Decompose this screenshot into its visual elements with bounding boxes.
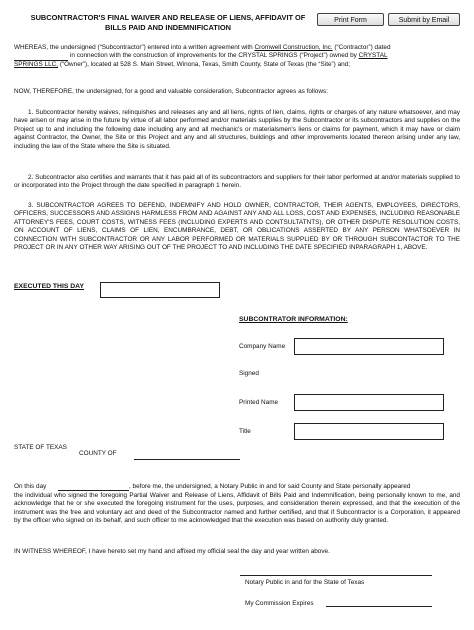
contractor-name: Cromwell Construction, Inc. <box>254 44 333 51</box>
subcontractor-info-heading: SUBCONTRATOR INFORMATION: <box>239 316 348 323</box>
paragraph-1: 1. Subcontractor hereby waives, relinquishes and releases any and all liens, rights of lien, claims, rights or charges of any nature whatsoever, and may have arisen or may arise in the future by virtue of all labor performed and/or materials supplies by the Subcontractor or its subcontractors and supplies on the Project up to and including the following date including any and all mechanic's or materialsmen's liens or claims for payment, which it may have or claim against Contractor, the Owner, the Site or this Project and any and all structures, buildings and other improvements located thereon arising under any law, including the law of the State where the Site is situated. <box>14 109 460 150</box>
notary-day-blank-line[interactable] <box>58 490 129 491</box>
title-field[interactable] <box>294 423 444 440</box>
submit-by-email-button[interactable]: Submit by Email <box>388 13 460 26</box>
whereas-line-start: WHEREAS, the undersigned (“Subcontractor”) entered into a written agreement with <box>14 44 255 51</box>
now-therefore-text: NOW, THEREFORE, the undersigned, for a good and valuable consideration, Subcontractor agrees as follows: <box>14 88 328 95</box>
commission-expires-blank-line[interactable] <box>326 606 432 607</box>
state-of-texas-label: STATE OF TEXAS <box>14 444 67 451</box>
commission-expires-label: My Commission Expires <box>245 600 314 607</box>
on-this-day-label: On this day <box>14 483 47 490</box>
county-blank-line[interactable] <box>134 459 240 460</box>
printed-name-label: Printed Name <box>239 399 279 406</box>
owner-name-part1: CRYSTAL <box>358 52 388 60</box>
print-form-button[interactable]: Print Form <box>317 13 384 26</box>
title-label: Title <box>239 428 251 435</box>
company-name-field[interactable] <box>294 338 444 355</box>
notary-acknowledgment-text: the individual who signed the foregoing Partial Waiver and Release of Liens, Affidavit of Bills Paid and Indemnification, being personally known to me, and acknowledge that he or she executed the foregoing instrument for the uses, purposes, and consideration therein expressed, and that the execution of the instrument was the free and voluntary act and deed of the Subcontractor named and further certified, and that if Subcontractor is a Corporation, it appeared by the officer who signed on its behalf, and such officer to me acknowledged that the execution was based on authority duly granted. <box>14 492 460 525</box>
document-title: SUBCONTRACTOR'S FINAL WAIVER AND RELEASE OF LIENS, AFFIDAVIT OF BILLS PAID AND INDEMNIFICATION <box>30 13 306 32</box>
before-me-text: , before me, the undersigned, a Notary Public in and for said County and State personally appeared <box>129 483 411 490</box>
county-of-label: COUNTY OF <box>79 450 117 457</box>
notary-public-label: Notary Public in and for the State of Texas <box>245 579 365 586</box>
owner-name-part2: SPRINGS LLC, <box>14 60 59 68</box>
whereas-paragraph <box>14 44 460 69</box>
paragraph-3: 3. SUBCONTRACTOR AGREES TO DEFEND, INDEMNIFY AND HOLD OWNER, CONTRACTOR, THEIR AGENTS, EMPLOYEES, DIRECTORS, OFFICERS, SUCCESSORS AND ASSIGNS HARMLESS FROM AND AGAINST ANY AND ALL LOSS, COST AND EXPENSES, INCLUDING REASONABLE ATTORNEY'S FEES, COURT COSTS, WITNESS FEES (INCLUDING EXPERTS AND CONTSULTATNTS), OR OTHER DISPUTE RESOLUTION COSTS, ON ACCOUNT OF LIENS, CLAIMS OF LIEN, ENCUMBRANCE, DEBT, OR OBLICATIONS ASSERTED BY ANY PERSON WHATSOEVER IN CONNECTION WITH SUBCONTRACTOR OR ANY LABOR PERFORMED OR MATERIALS SUPPLIED BY OR THROUGH SUBCONTACTOR TO THE PROJECT OR IN ANY OTHER WAY ARISING OUT OF THE PROJECT TO AND INCLUDING THE DATE SPECIFIED INPARAGRAPH 1, ABOVE. <box>14 202 460 252</box>
agreement-date-blank[interactable] <box>14 53 68 61</box>
printed-name-field[interactable] <box>294 394 444 411</box>
whereas-contractor-suffix: (“Contractor”) dated <box>332 44 391 51</box>
executed-this-day-label: EXECUTED THIS DAY <box>14 283 84 290</box>
company-name-label: Company Name <box>239 343 286 350</box>
signed-label: Signed <box>239 370 259 377</box>
notary-signature-line[interactable] <box>240 575 432 576</box>
whereas-line2: in connection with the construction of improvements for the CRYSTAL SPRINGS (“Project”) owned by <box>70 52 359 60</box>
paragraph-2: 2. Subcontractor also certifies and warrants that it has paid all of its subcontractors and suppliers for their labor performed at and/or materials supplied to or incorporated into the Project through the date specified in paragraph 1 herein. <box>14 174 460 190</box>
whereas-line3: (“Owner”), located at 528 S. Main Street, Winona, Texas, Smith County, State of Texas (the “Site”) and; <box>58 60 351 68</box>
executed-date-field[interactable] <box>100 282 220 298</box>
in-witness-text: IN WITNESS WHEREOF, I have hereto set my hand and affixed my official seal the day and year written above. <box>14 548 330 555</box>
